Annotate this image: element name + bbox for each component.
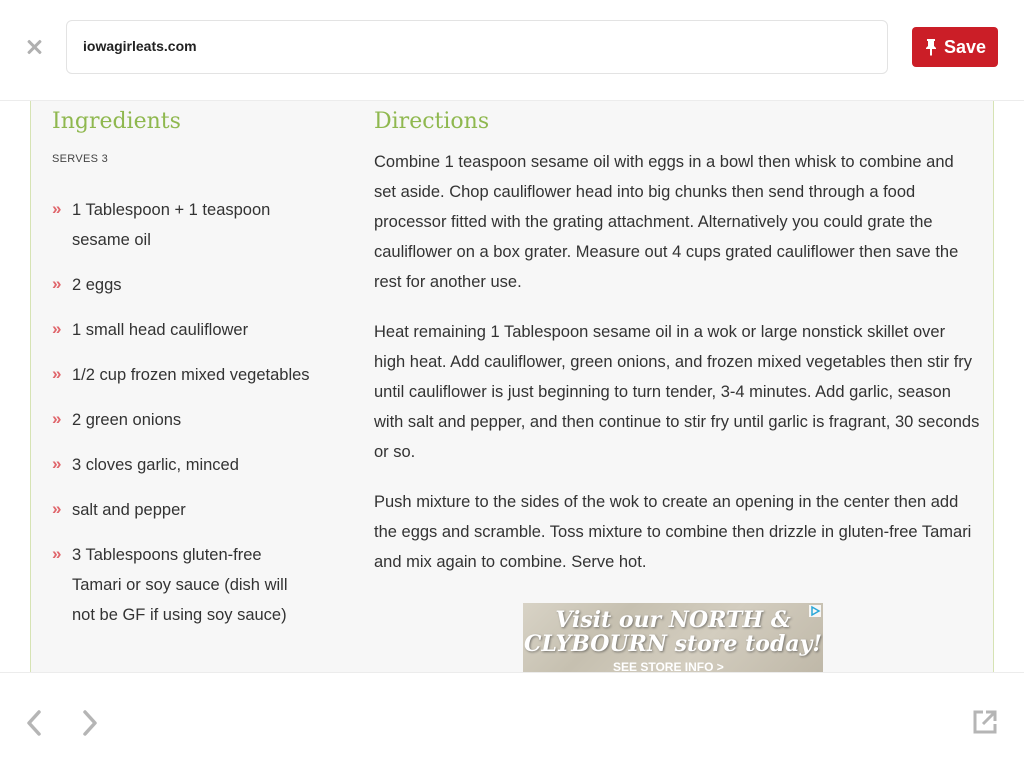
- double-chevron-icon: »: [52, 319, 62, 338]
- directions-body: [374, 147, 980, 597]
- advertisement[interactable]: [523, 603, 823, 672]
- chevron-right-icon[interactable]: [78, 709, 102, 737]
- pin-icon: [924, 38, 938, 56]
- serves-label: SERVES 3: [52, 153, 109, 165]
- bottom-bar: [0, 672, 1024, 768]
- url-field[interactable]: [66, 20, 888, 74]
- url-text: iowagirleats.com: [83, 38, 197, 54]
- double-chevron-icon: »: [52, 544, 62, 563]
- ad-headline: Visit our NORTH &: [555, 607, 791, 633]
- directions-heading: Directions: [374, 109, 490, 134]
- list-item: » 3 Tablespoons gluten-free Tamari or soy sauce (dish will not be GF if using soy sauce): [52, 540, 312, 630]
- top-bar: [0, 0, 1024, 101]
- ad-choices-icon[interactable]: [809, 605, 821, 617]
- double-chevron-icon: »: [52, 409, 62, 428]
- ingredients-list: [52, 195, 312, 645]
- ad-cta[interactable]: SEE STORE INFO >: [613, 660, 724, 672]
- list-item: » 1 Tablespoon + 1 teaspoon sesame oil: [52, 195, 312, 255]
- double-chevron-icon: »: [52, 499, 62, 518]
- list-item: » 1/2 cup frozen mixed vegetables: [52, 360, 312, 390]
- double-chevron-icon: »: [52, 454, 62, 473]
- list-item: » salt and pepper: [52, 495, 312, 525]
- double-chevron-icon: »: [52, 274, 62, 293]
- close-icon[interactable]: [22, 35, 46, 59]
- recipe-panel: [30, 101, 994, 672]
- chevron-left-icon[interactable]: [22, 709, 46, 737]
- list-item: » 2 eggs: [52, 270, 312, 300]
- ad-subheadline: CLYBOURN store today!: [523, 631, 823, 657]
- list-item: » 3 cloves garlic, minced: [52, 450, 312, 480]
- list-item: » 2 green onions: [52, 405, 312, 435]
- save-button[interactable]: [912, 27, 998, 67]
- double-chevron-icon: »: [52, 364, 62, 383]
- direction-step: Heat remaining 1 Tablespoon sesame oil in a wok or large nonstick skillet over high heat. Add cauliflower, green onions, and frozen mixed vegetables then stir fry until cauliflower is just beginning to turn tender, 3-4 minutes. Add garlic, season with salt and pepper, and then continue to stir fry until garlic is fragrant, 30 seconds or so.: [374, 323, 980, 461]
- external-link-icon[interactable]: [972, 709, 998, 735]
- ingredients-heading: Ingredients: [52, 109, 181, 134]
- direction-step: Push mixture to the sides of the wok to create an opening in the center then add the eggs and scramble. Toss mixture to combine then drizzle in gluten-free Tamari and mix again to combine. Serve hot.: [374, 493, 972, 571]
- list-item: » 1 small head cauliflower: [52, 315, 312, 345]
- direction-step: Combine 1 teaspoon sesame oil with eggs in a bowl then whisk to combine and set aside. Chop cauliflower head into big chunks then send through a food processor fitted with the grating attachment. Alternatively you could grate the cauliflower on a box grater. Measure out 4 cups grated cauliflower then save the rest for another use.: [374, 153, 959, 291]
- double-chevron-icon: »: [52, 199, 62, 218]
- save-label: Save: [943, 36, 987, 57]
